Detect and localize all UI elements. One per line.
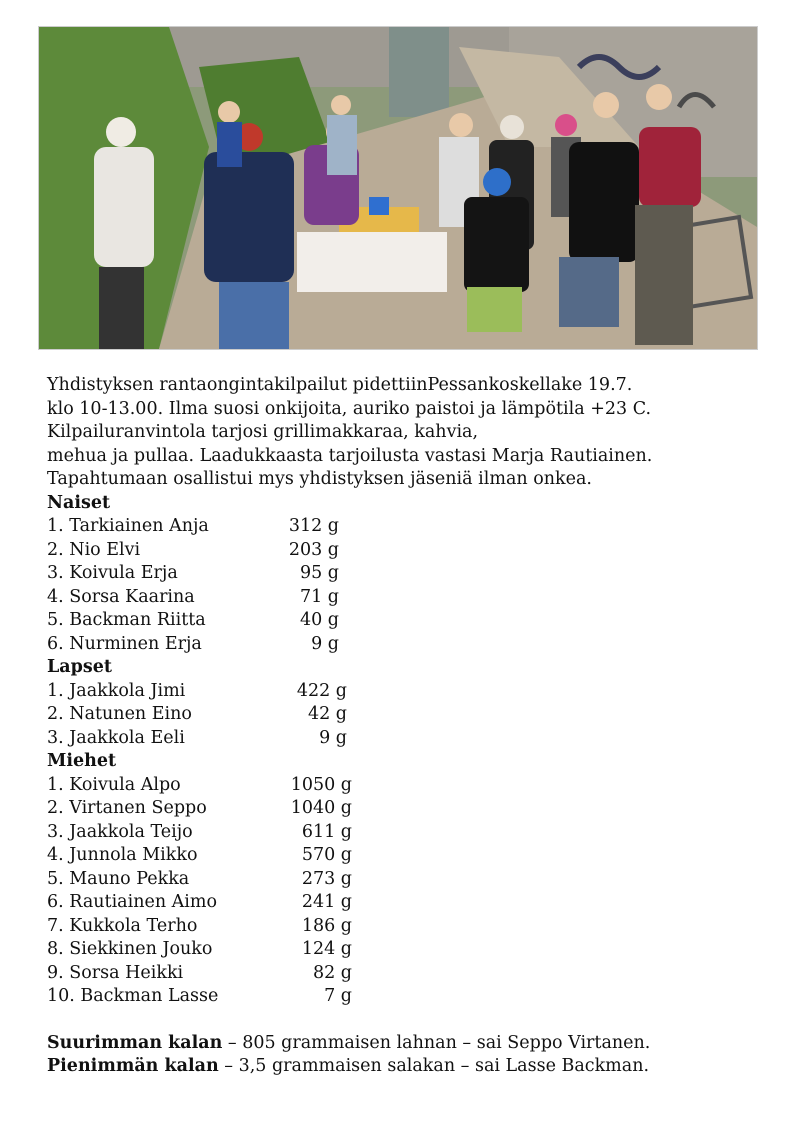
article-text (47, 374, 767, 1079)
catch-weight: 71 g (299, 586, 339, 607)
result-row (47, 586, 767, 610)
section-heading-lapset: Lapset (47, 657, 112, 677)
largest-fish-label: Suurimman kalan (47, 1032, 223, 1053)
competitor-name: 9. Sorsa Heikki (47, 962, 184, 983)
result-row (47, 515, 767, 539)
catch-weight: 9 g (311, 633, 339, 654)
catch-weight: 7 g (324, 986, 352, 1006)
competitor-name: 2. Natunen Eino (47, 704, 192, 724)
section-heading-miehet: Miehet (47, 751, 117, 771)
result-row (47, 703, 767, 727)
smallest-fish-line (47, 1055, 767, 1079)
summary (47, 1032, 767, 1079)
event-photo-illustration (39, 27, 757, 349)
competitor-name: 1. Jaakkola Jimi (47, 680, 186, 701)
catch-weight: 9 g (319, 727, 347, 748)
competitor-name: 5. Backman Riitta (47, 610, 206, 630)
result-row (47, 821, 767, 845)
result-row (47, 844, 767, 868)
competitor-name: 6. Rautiainen Aimo (47, 892, 218, 912)
intro-line: Kilpailuranvintola tarjosi grillimakkaraa, kahvia, (47, 422, 479, 442)
catch-weight: 422 g (296, 680, 347, 701)
competitor-name: 8. Siekkinen Jouko (47, 939, 213, 959)
catch-weight: 95 g (299, 563, 339, 583)
results-naiset (47, 492, 767, 657)
catch-weight: 241 g (301, 892, 352, 912)
catch-weight: 203 g (288, 539, 339, 560)
result-row (47, 562, 767, 586)
intro-paragraph (47, 374, 767, 492)
catch-weight: 124 g (301, 939, 352, 959)
results-lapset (47, 656, 767, 750)
catch-weight: 82 g (312, 962, 352, 983)
result-row (47, 774, 767, 798)
result-row (47, 868, 767, 892)
result-row (47, 680, 767, 704)
largest-fish-text: – 805 grammaisen lahnan – sai Seppo Virtanen. (222, 1032, 651, 1053)
result-row (47, 797, 767, 821)
result-row (47, 962, 767, 986)
largest-fish-line (47, 1032, 767, 1056)
catch-weight: 570 g (301, 845, 352, 865)
catch-weight: 42 g (307, 704, 347, 724)
competitor-name: 7. Kukkola Terho (47, 915, 198, 936)
competitor-name: 4. Junnola Mikko (47, 845, 198, 865)
catch-weight: 186 g (301, 915, 352, 936)
competitor-name: 6. Nurminen Erja (47, 633, 202, 654)
catch-weight: 273 g (301, 868, 352, 889)
event-photo (38, 26, 758, 350)
smallest-fish-text: – 3,5 grammaisen salakan – sai Lasse Backman. (218, 1056, 650, 1076)
result-row (47, 891, 767, 915)
section-heading-naiset: Naiset (47, 492, 111, 513)
competitor-name: 2. Nio Elvi (47, 539, 141, 560)
smallest-fish-label: Pienimmän kalan (47, 1056, 219, 1076)
competitor-name: 3. Jaakkola Teijo (47, 821, 193, 842)
competitor-name: 1. Tarkiainen Anja (47, 516, 209, 536)
competitor-name: 10. Backman Lasse (47, 986, 219, 1006)
intro-line: Tapahtumaan osallistui mys yhdistyksen jäseniä ilman onkea. (47, 469, 592, 489)
intro-line: mehua ja pullaa. Laadukkaasta tarjoilusta vastasi Marja Rautiainen. (47, 445, 653, 466)
competitor-name: 1. Koivula Alpo (47, 774, 181, 795)
competitor-name: 3. Jaakkola Eeli (47, 727, 185, 748)
result-row (47, 985, 767, 1009)
intro-line: klo 10-13.00. Ilma suosi onkijoita, auriko paistoi ja lämpötila +23 C. (47, 398, 652, 419)
competitor-name: 5. Mauno Pekka (47, 868, 190, 889)
catch-weight: 312 g (288, 516, 339, 536)
result-row (47, 938, 767, 962)
catch-weight: 40 g (299, 610, 339, 630)
catch-weight: 611 g (301, 821, 352, 842)
result-row (47, 915, 767, 939)
catch-weight: 1050 g (290, 774, 352, 795)
competitor-name: 4. Sorsa Kaarina (47, 586, 195, 607)
catch-weight: 1040 g (290, 798, 352, 818)
result-row (47, 609, 767, 633)
result-row (47, 727, 767, 751)
competitor-name: 2. Virtanen Seppo (47, 798, 207, 818)
intro-line: Yhdistyksen rantaongintakilpailut pidettiinPessankoskellake 19.7. (47, 375, 633, 395)
result-row (47, 633, 767, 657)
results-miehet (47, 750, 767, 1009)
result-row (47, 539, 767, 563)
competitor-name: 3. Koivula Erja (47, 563, 178, 583)
